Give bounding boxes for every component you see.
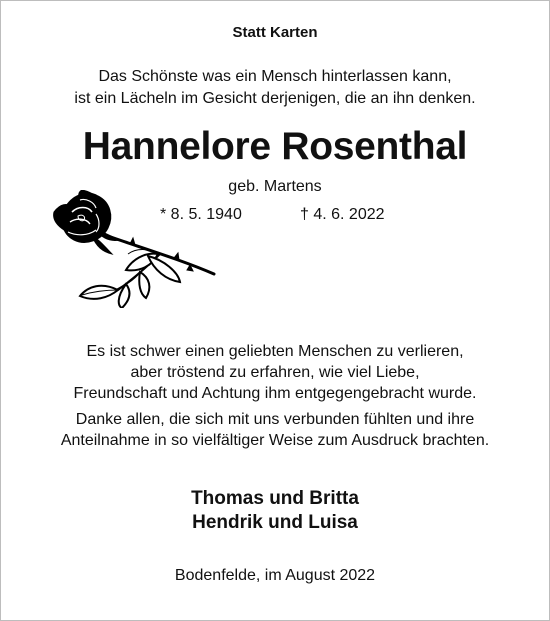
death-date: † 4. 6. 2022 [300,206,385,223]
quote-line-1: Das Schönste was ein Mensch hinterlassen kann, [98,68,452,85]
notice-header: Statt Karten [232,24,318,41]
text-line-4: Danke allen, die sich mit uns verbunden fühlten und ihre [75,411,475,428]
mourner-2: Hendrik und Luisa [192,512,358,533]
text-line-1: Es ist schwer einen geliebten Menschen zu verlieren, [86,343,464,360]
birth-date: * 8. 5. 1940 [160,206,242,223]
maiden-name: geb. Martens [228,178,322,195]
mourner-1: Thomas und Britta [191,488,359,509]
text-line-5: Anteilnahme in so vielfältiger Weise zum Ausdruck brachten. [60,432,490,449]
text-line-2: aber tröstend zu erfahren, wie viel Liebe, [130,364,420,381]
quote-line-2: ist ein Lächeln im Gesicht derjenigen, die an ihn denken. [74,90,476,107]
deceased-name: Hannelore Rosenthal [82,125,468,168]
place-date: Bodenfelde, im August 2022 [174,567,376,584]
text-line-3: Freundschaft und Achtung ihm entgegengebracht wurde. [73,385,477,402]
rose-icon [52,190,218,308]
